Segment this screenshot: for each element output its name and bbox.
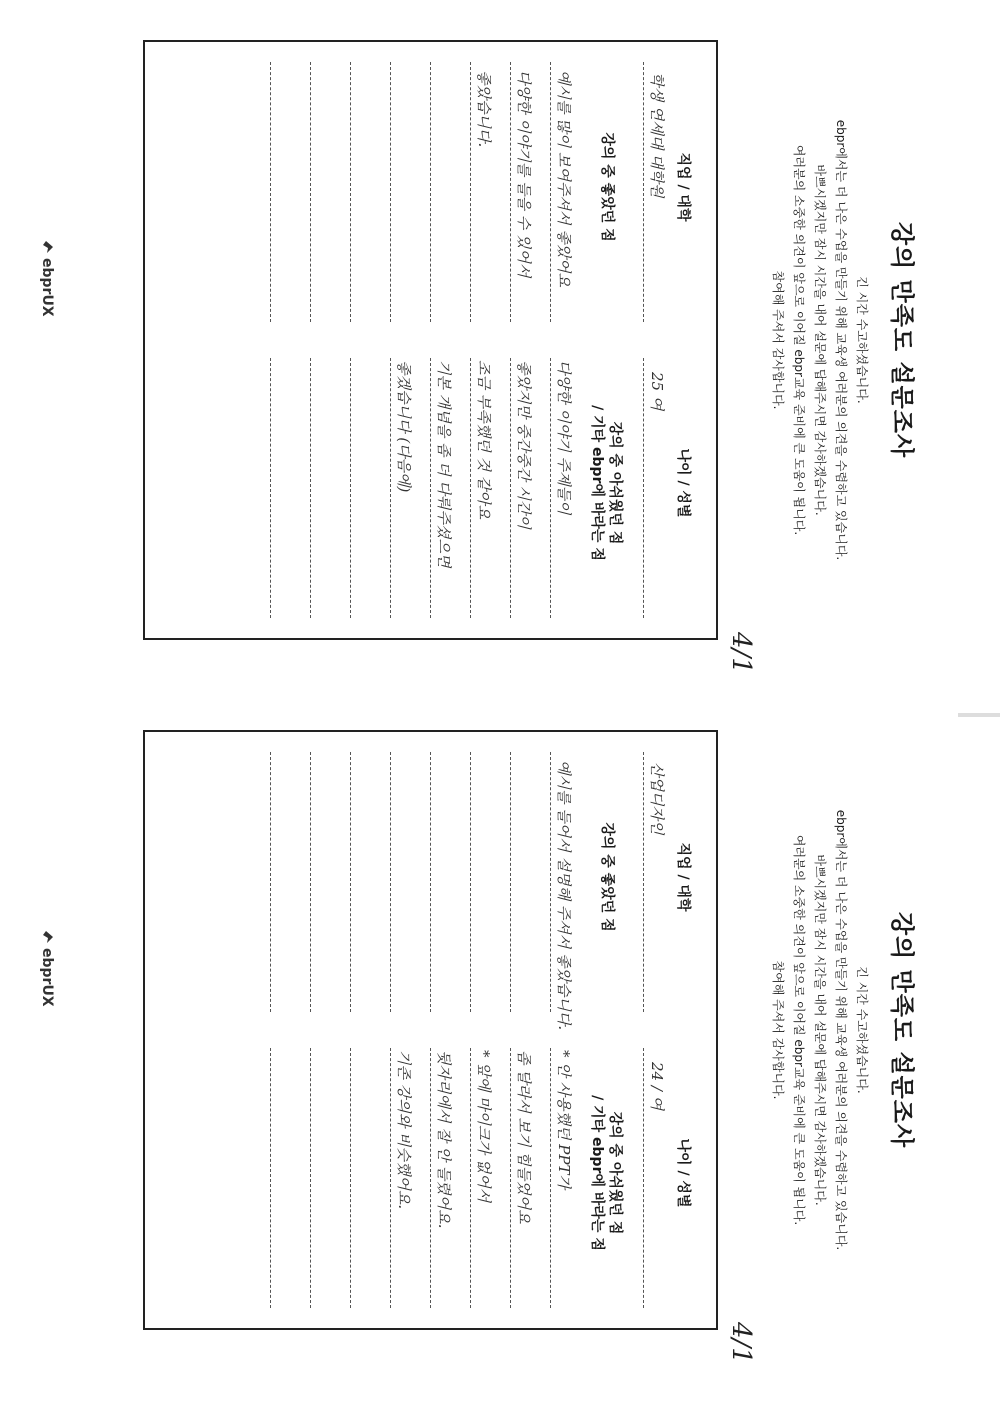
answer-line bbox=[470, 358, 471, 618]
logo-text: ebprUX bbox=[39, 948, 55, 1007]
answer-line bbox=[310, 752, 311, 1012]
answer-line bbox=[510, 752, 511, 1012]
answer-line bbox=[270, 358, 271, 618]
answer-line bbox=[510, 62, 511, 322]
regret-1: * 안 사용했던 PPT가 bbox=[555, 1050, 573, 1189]
answer-line bbox=[550, 358, 551, 618]
answer-line bbox=[550, 62, 551, 322]
survey-box bbox=[143, 730, 756, 1364]
job-label: 직업 / 대학 bbox=[675, 842, 691, 912]
bird-icon bbox=[41, 930, 55, 944]
answer-line bbox=[430, 752, 431, 1012]
good-point-1: 예시를 들어서 설명해 주셔서 좋았습니다. bbox=[555, 760, 573, 1031]
answer-line bbox=[643, 752, 644, 1012]
answer-line bbox=[350, 358, 351, 618]
good-point-1: 예시를 많이 보여주셔서 좋았어요 bbox=[555, 70, 573, 288]
answer-line bbox=[390, 62, 391, 322]
regret-5: 좋겠습니다 (다음에) bbox=[395, 360, 413, 493]
age-gender-answer: 24 / 여 bbox=[648, 1062, 666, 1111]
answer-line bbox=[550, 1048, 551, 1308]
bird-icon bbox=[41, 240, 55, 254]
answer-line bbox=[390, 1048, 391, 1308]
regret-4: 뒷자리에서 잘 안 들렸어요. bbox=[435, 1050, 453, 1229]
answer-line bbox=[550, 752, 551, 1012]
survey-form-2 bbox=[39, 730, 930, 1364]
answer-line bbox=[510, 1048, 511, 1308]
regret-2: 좋았지만 중간중간 시간이 bbox=[515, 360, 533, 529]
regret-3: * 앞에 마이크가 없어서 bbox=[475, 1050, 493, 1203]
regret-2: 좀 달라서 보기 힘들었어요 bbox=[515, 1050, 533, 1224]
regret-label-1: 강의 중 아쉬웠던 점 bbox=[607, 1111, 623, 1235]
answer-line bbox=[643, 358, 644, 618]
answer-line bbox=[390, 358, 391, 618]
answer-line bbox=[270, 752, 271, 1012]
regret-label-1: 강의 중 아쉬웠던 점 bbox=[607, 421, 623, 545]
intro-line-3: 바쁘시겠지만 잠시 시간을 내어 설문에 답해주시면 감사하겠습니다. bbox=[813, 164, 827, 516]
answer-line bbox=[310, 358, 311, 618]
answer-line bbox=[350, 752, 351, 1012]
good-points-label: 강의 중 좋았던 점 bbox=[599, 822, 615, 932]
brand-logo bbox=[39, 240, 55, 317]
answer-line bbox=[430, 358, 431, 618]
survey-title: 강의 만족도 설문조사 bbox=[888, 911, 916, 1149]
survey-title: 강의 만족도 설문조사 bbox=[888, 221, 916, 459]
answer-line bbox=[350, 62, 351, 322]
answer-line bbox=[643, 1048, 644, 1308]
intro-line-2: ebpr에서는 더 나은 수업을 만들기 위해 교육생 여러분의 의견을 수렴하고 있습니다. bbox=[834, 809, 848, 1251]
answer-line bbox=[270, 62, 271, 322]
scan-divider bbox=[958, 713, 1000, 717]
age-gender-label: 나이 / 성별 bbox=[675, 448, 691, 518]
regret-1: 다양한 이야기 주제들이 bbox=[555, 360, 573, 515]
intro-line-5: 참여해 주셔서 감사합니다. bbox=[771, 270, 785, 410]
regret-4: 기본 개념을 좀 더 다뤄주셨으면 bbox=[435, 360, 453, 568]
regret-label-2: / 기타 ebpr에 바라는 점 bbox=[589, 1095, 605, 1251]
good-point-2: 다양한 이야기를 들을 수 있어서 bbox=[515, 70, 533, 278]
answer-line bbox=[470, 62, 471, 322]
page-number: 4/1 bbox=[726, 1322, 756, 1364]
brand-logo bbox=[39, 930, 55, 1007]
answer-line bbox=[470, 1048, 471, 1308]
survey-box bbox=[143, 40, 756, 674]
regret-5: 기존 강의와 비슷했어요. bbox=[395, 1050, 413, 1210]
intro-line-4: 여러분의 소중한 의견이 앞으로 이어질 ebpr교육 준비에 큰 도움이 됩니다. bbox=[792, 144, 806, 536]
good-point-3: 좋았습니다. bbox=[475, 70, 493, 148]
answer-line bbox=[510, 358, 511, 618]
answer-line bbox=[430, 62, 431, 322]
regret-label-2: / 기타 ebpr에 바라는 점 bbox=[589, 405, 605, 561]
answer-line bbox=[310, 1048, 311, 1308]
regret-3: 조금 부족했던 것 같아요 bbox=[475, 360, 493, 520]
age-gender-label: 나이 / 성별 bbox=[675, 1138, 691, 1208]
intro-line-2: ebpr에서는 더 나은 수업을 만들기 위해 교육생 여러분의 의견을 수렴하고 있습니다. bbox=[834, 119, 848, 561]
intro-line-3: 바쁘시겠지만 잠시 시간을 내어 설문에 답해주시면 감사하겠습니다. bbox=[813, 854, 827, 1206]
page-number: 4/1 bbox=[726, 632, 756, 674]
answer-line bbox=[430, 1048, 431, 1308]
job-answer: 산업디자인 bbox=[648, 762, 666, 835]
job-answer: 학생 연세대 대학원 bbox=[648, 72, 666, 198]
answer-line bbox=[470, 752, 471, 1012]
intro-line-1: 긴 시간 수고하셨습니다. bbox=[855, 276, 869, 404]
answer-line bbox=[390, 752, 391, 1012]
job-label: 직업 / 대학 bbox=[675, 152, 691, 222]
age-gender-answer: 25 여 bbox=[648, 372, 666, 411]
answer-line bbox=[270, 1048, 271, 1308]
answer-line bbox=[350, 1048, 351, 1308]
intro-line-5: 참여해 주셔서 감사합니다. bbox=[771, 960, 785, 1100]
answer-line bbox=[310, 62, 311, 322]
survey-form-1 bbox=[39, 40, 930, 674]
logo-text: ebprUX bbox=[39, 258, 55, 317]
answer-line bbox=[643, 62, 644, 322]
intro-line-4: 여러분의 소중한 의견이 앞으로 이어질 ebpr교육 준비에 큰 도움이 됩니다. bbox=[792, 834, 806, 1226]
intro-line-1: 긴 시간 수고하셨습니다. bbox=[855, 966, 869, 1094]
good-points-label: 강의 중 좋았던 점 bbox=[599, 132, 615, 242]
